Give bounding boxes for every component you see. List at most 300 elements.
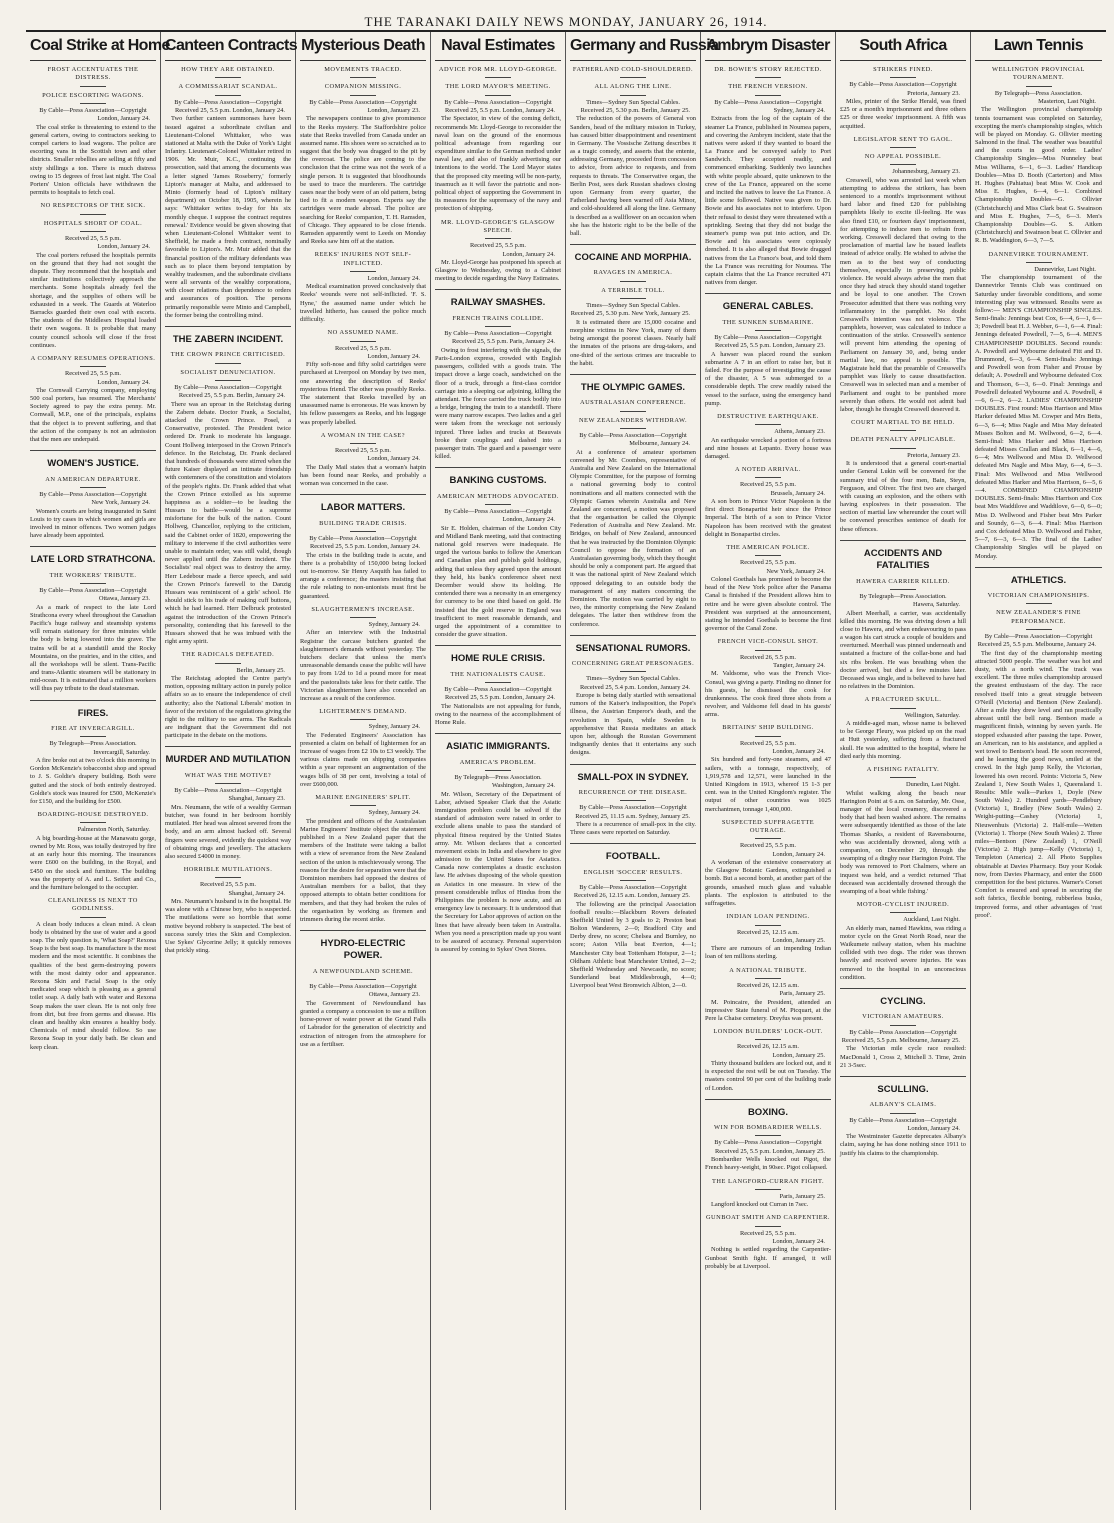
column-headline: Canteen Contracts	[165, 34, 291, 61]
divider	[890, 708, 916, 709]
article	[435, 66, 561, 214]
divider	[215, 95, 241, 96]
article-body: M. Poincaire, the President, attended an impressive State funeral of M. Picquart, at the Pere la Chaise cemetery. Dreyfus was present.	[705, 998, 831, 1022]
article-body: As a mark of respect to the late Lord Strathcona every wheel throughout the Canadian Pacific's huge railway and steamship systems will remain stationary for three minutes while the body is being lowered into the grave. The trains will be at a standstill amid the Rocky Mountains, on the prairies, and in the cities, and all the workshops will be silent. Trans-Pacific and trans-Atlantic steamers will be stationary in mid-ocean. It is estimated that a million workers will thus pay tribute to the dead statesman.	[30, 603, 156, 693]
section-divider	[30, 546, 156, 547]
subheading: FRENCH TRAINS COLLIDE.	[452, 314, 544, 322]
divider	[755, 424, 781, 425]
article-body: There are rumours of an impending Indian loan of ten millions sterling.	[705, 945, 831, 961]
subheading: ALL ALONG THE LINE.	[594, 83, 672, 91]
article	[840, 419, 966, 534]
byline: By Cable—Press Association—Copyright	[579, 883, 687, 891]
article	[705, 544, 831, 633]
divider	[1026, 629, 1052, 630]
subheading: THE FRENCH VERSION.	[728, 83, 808, 91]
article-body: Fifty soft-nose and fifty solid cartridges were purchased at Liverpool on Monday by two men, one answering the description of Reeks' mysterious friend. The other was possibly Reeks. The statement that Reeks travelled by an unassumed name is erroneous. He was known by his fellow passengers as Reeks, and his luggage was properly labelled.	[300, 361, 426, 426]
dateline: Sydney, January 24.	[773, 106, 825, 114]
article	[570, 851, 696, 990]
divider	[755, 736, 781, 737]
byline: By Cable—Press Association—Copyright	[39, 586, 147, 594]
subheading: A NOTED ARRIVAL.	[735, 466, 801, 474]
byline: Received 25, 5.5 p.m.	[740, 1229, 796, 1237]
divider	[755, 330, 781, 331]
divider	[755, 77, 781, 78]
dateline: London, January 23.	[367, 106, 420, 114]
section-heading: RAILWAY SMASHES.	[450, 297, 546, 309]
divider	[80, 231, 106, 232]
subheading: A FISHING FATALITY.	[866, 765, 940, 773]
dateline: London, January 24.	[367, 352, 420, 360]
article	[570, 382, 696, 629]
byline: By Cable—Press Association—Copyright	[444, 330, 552, 338]
article	[435, 219, 561, 284]
article	[165, 334, 291, 646]
article-body: The Daily Mail states that a woman's hatpin has been found near Reeks, and probably a woman was concerned in the case.	[300, 463, 426, 488]
section-heading: BANKING CUSTOMS.	[449, 475, 547, 487]
column	[296, 32, 431, 1510]
subheading: AMERICAN METHODS ADVOCATED.	[437, 492, 559, 500]
subheading: RECURRENCE OF THE DISEASE.	[578, 788, 688, 796]
divider	[890, 777, 916, 778]
divider	[755, 1039, 781, 1040]
section-divider	[300, 494, 426, 495]
byline: Received 26, 12.15 a.m.	[737, 981, 799, 989]
dateline: Dannevirke, Last Night.	[1034, 265, 1096, 273]
article-body: The president and officers of the Australasian Marine Engineers' Institute object the statement published in a New Zealand paper that the members of the Institute were taking a ballot with a view of severance from the New Zealand section of the union is mischievously wrong. The reasons for the desire for separation were that the Dominion members had opposed the desires of Australian members for a ballot, that they opposed attempts to obtain better conditions for members, and that they had broken the rules of the organisation by working as firemen and trimmers during the recent strike.	[300, 817, 426, 923]
subheading: DR. BOWIE'S STORY REJECTED.	[714, 66, 822, 73]
subheading: THE RADICALS DEFEATED.	[181, 651, 275, 659]
divider	[890, 448, 916, 449]
section-divider	[570, 843, 696, 844]
dateline: Pretoria, January 23.	[907, 89, 960, 97]
section-divider	[705, 1099, 831, 1100]
dateline: London, January 24.	[367, 455, 420, 463]
byline: Received 26, 12.15 a.m.	[737, 1043, 799, 1051]
dateline: London, January 24.	[502, 516, 555, 524]
article-body: At a conference of amateur sportsmen convened by Mr. Coombes, representative of Australia and New Zealand on the International Olympic Committee, for the purpose of forming a national governing body to control nominations and all matters connected with the Olympic Games wherein Australia and New Zealand are concerned, a motion was proposed that the organisation be called the Olympic Federation of Australia and New Zealand. Mr. Bridges, on behalf of New Zealand, announced that he was instructed by the Dominion Olympic Council to oppose the formation of an Australasian governing body, which they thought should be only a component part. He argued that it was the national spirit of New Zealand which opposed delegating to an outside body the management of any matters concerning the Dominion. The motion was carried by eight to two, the minority comprising the New Zealand delegates. The latter then withdrew from the conference.	[570, 448, 696, 628]
byline: Received 25, 5.5 p.m.	[740, 559, 796, 567]
section-divider	[570, 244, 696, 245]
article-body: M. Valdsome, who was the French Vice-Consul, was giving a party. Finding no dinner for his guests, he dismissed the cook for drunkenness. The cook fired three shots from a revolver, and Valdsome fell dead in his guests' arms.	[705, 670, 831, 719]
subheading: NO RESPECTORS OF THE SICK.	[40, 202, 146, 210]
article-body: Langford knocked out Curran in 7sec.	[711, 1201, 809, 1209]
section-heading: FOOTBALL.	[605, 851, 661, 863]
subheading: A COMMISSARIAT SCANDAL.	[178, 83, 278, 91]
divider	[80, 917, 106, 918]
article	[705, 466, 831, 539]
section-divider	[570, 635, 696, 636]
section-heading: COCAINE AND MORPHIA.	[574, 252, 692, 264]
dateline: Received 25, 5.5 p.m. Berlin, January 24.	[178, 392, 285, 400]
dateline: Palmerston North, Saturday.	[77, 826, 150, 834]
subheading: GUNBOAT SMITH AND CARPENTIER.	[705, 1214, 831, 1222]
section-divider	[705, 293, 831, 294]
byline: By Cable—Press Association—Copyright	[579, 431, 687, 439]
article	[705, 819, 831, 908]
divider	[350, 719, 376, 720]
divider	[620, 671, 646, 672]
column	[701, 32, 836, 1510]
article-body: After an interview with the Industrial Registrar the carcase butchers granted the slaughtermen's demands without yesterday. The butchers declare that unless the men's unreasonable demands cease the public will have to pay from 1/2d to 1d a pound more for meat and the pastoralists take less for their cattle. The Victorian slaughtermen have also conceded an increase as a result of the conference.	[300, 629, 426, 702]
dateline: Received 25, 5.5 p.m. London, January 23.	[714, 342, 825, 350]
section-heading: WOMEN'S JUSTICE.	[47, 458, 139, 470]
byline: Times—Sydney Sun Special Cables.	[586, 98, 680, 106]
section-divider	[30, 450, 156, 451]
article	[840, 901, 966, 982]
divider	[80, 86, 106, 87]
dateline: New York, January 24.	[91, 499, 150, 507]
dateline: Received 25, 5.5 p.m. London, January 24.	[309, 543, 420, 551]
dateline: Shanghai, January 24.	[228, 889, 285, 897]
article	[165, 651, 291, 740]
subheading: BUILDING TRADE CRISIS.	[319, 519, 407, 527]
subheading: SOCIALIST DENUNCIATION.	[180, 368, 276, 376]
article	[30, 708, 156, 806]
dateline: Athens, January 23.	[774, 428, 825, 436]
section-heading: THE OLYMPIC GAMES.	[580, 381, 686, 393]
dateline: Wellington, Saturday.	[904, 711, 960, 719]
article-body: Sir E. Holden, chairman of the London City and Midland Bank meeting, said that contracting national gold reserves were inadequate. He urged the various banks to follow the American and Canadian plan and publish gold holdings, adding that unless they agreed upon the amount they held, his bank's conference sheet next December would show its holding. He contended there was a necessity in an emergency for currency to be one third based on gold. He insisted that the gold reserve in England was insufficient to meet reasonable demands, and urged the appointment of a committee to consider the grave situation.	[435, 524, 561, 639]
article-body: Bombardier Wells knocked out Pigot, the French heavy-weight, in 90sec. Pigot collapsed.	[705, 1156, 831, 1172]
subheading: ENGLISH 'SOCCER' RESULTS.	[583, 868, 683, 876]
byline: Times—Sydney Sun Special Cables.	[586, 675, 680, 683]
article-body: Mr. Lloyd-George has postponed his speech at Glasgow to Wednesday, owing to a Cabinet meeting to decide regarding the Navy Estimates.	[435, 258, 561, 283]
article	[705, 301, 831, 408]
dateline: Masterton, Last Night.	[1038, 97, 1096, 105]
divider	[890, 589, 916, 590]
divider	[755, 1226, 781, 1227]
subheading: COURT MARTIAL TO BE HELD.	[851, 419, 955, 427]
subheading: CLEANLINESS IS NEXT TO GODLINESS.	[48, 897, 138, 913]
subheading: CONCERNING GREAT PERSONAGES.	[571, 660, 695, 668]
dateline: London, January 24.	[367, 274, 420, 282]
byline: By Cable—Press Association—Copyright	[849, 1028, 957, 1036]
dateline: Received 25, 5.30 p.m. Berlin, January 25.	[580, 106, 690, 114]
section-divider	[435, 645, 561, 646]
divider	[350, 77, 376, 78]
article	[840, 136, 966, 414]
divider	[1026, 86, 1052, 87]
dateline: Received 25, 5.5 p.m. London, January 24.	[174, 106, 285, 114]
article	[840, 996, 966, 1070]
article	[300, 251, 426, 324]
divider	[620, 77, 646, 78]
section-divider	[435, 733, 561, 734]
divider	[215, 877, 241, 878]
column-headline: Coal Strike at Home	[30, 34, 156, 61]
dateline: Washington, January 24.	[491, 782, 555, 790]
dateline: Received 25, 5.5 p.m. London, January 24.	[444, 106, 555, 114]
section-heading: ATHLETICS.	[1010, 574, 1067, 586]
subheading: FRENCH VICE-CONSUL SHOT.	[717, 638, 819, 646]
subheading: FROST ACCENTUATES THE DISTRESS.	[47, 66, 139, 82]
byline: By Telegraph—Press Association.	[454, 773, 542, 781]
byline: By Telegraph—Press Association.	[994, 89, 1083, 97]
article-body: The first day of the championship meeting attracted 5000 people. The weather was hot and dusty, with a north wind. The track was excellent. The three miles championship aroused the greatest enthusiasm of the day. The race resolved itself into a great struggle between O'Neill (Victoria) and Bentson (New Zealand). After a mile they drew level and ran practically abreast until the bell rang. Bentson made a magnificent finish, winning by seven yards. He stopped exhausted after passing the tape. Power, an American, ran to his assistance, and applied a wet towel to Bentson's head. He soon recovered, and he learning the good news, smiled at the crowd. In the high jump Kelly, the Victorian, lowered his own record. Points: Victoria 5, New Zealand 1, New South Wales 1, Queensland 1. Results: Mile walk—Parkes 1, Doyle (New South Wales) 2. Hundred yards—Pendlebury (Victoria) 1, Bradley (New South Wales) 2. Weight-putting—Cashey (Victoria) 1, Nieuwenhuis (Victoria) 2. Half-mile—Wetten (Victoria) 1. Thorpe (New South Wales) 2. Three miles—Bentson (New Zealand) 1, O'Neill (Victoria) 2. High jump—Kelly (Victoria) 1, Templeton (America) 2. All Photo Supplies obtainable at Davies Pharmacy. Buy your Kodak now, from Davies Pharmacy, and enter the £600 competition for the best pictures. Warner's Corset Comfort is ensured and spread in securing the soft fabrics, flexible boning, rubberless busks, improved forms, and other advantages of 'rust proof'.	[975, 649, 1102, 919]
dateline: Received 25, 11.15 a.m. Sydney, January 25.	[575, 812, 690, 820]
dateline: Brussels, January 24.	[770, 489, 825, 497]
byline: Received 25, 5.5 p.m.	[335, 344, 391, 352]
article	[705, 413, 831, 461]
dateline: Paris, January 25.	[779, 1192, 825, 1200]
article-body: The Cornwall Carrying company, employing 500 coal porters, has resumed. The Merchants' Society agreed to pay the extra penny. Mr. Cornwall, M.P., one of the principals, explains that the object is to prevent suffering, and that the action of the company is not an admission that the men are underpaid.	[30, 386, 156, 443]
dateline: Melbourne, January 24.	[629, 440, 690, 448]
byline: By Cable—Press Association—Copyright	[984, 633, 1093, 641]
section-divider	[840, 540, 966, 541]
divider	[755, 978, 781, 979]
dateline: Hawera, Saturday.	[913, 601, 960, 609]
article	[300, 329, 426, 426]
divider	[755, 95, 781, 96]
article	[840, 1084, 966, 1158]
article-body: The Westminster Gazette deprecates Albany's claim, saying he has done nothing since 1911 to justify his claims to the championship.	[840, 1133, 966, 1157]
divider	[1026, 262, 1052, 263]
divider	[215, 783, 241, 784]
article-body: It is estimated there are 15,000 cocaine and morphine victims in New York, many of them being amongst the poorest classes. Nearly half the inmates of the prisons are drug-takers, and one-third of the serious crimes are traceable to the habit.	[570, 318, 696, 367]
subheading: ADVICE FOR MR. LLOYD-GEORGE.	[438, 66, 558, 73]
byline: By Cable—Press Association—Copyright	[714, 1139, 822, 1147]
article	[705, 724, 831, 813]
column-headline: Mysterious Death	[300, 34, 426, 61]
article	[705, 967, 831, 1024]
article	[975, 575, 1102, 920]
divider	[350, 979, 376, 980]
columns	[26, 32, 1106, 1510]
divider	[755, 650, 781, 651]
divider	[620, 298, 646, 299]
article-body: There is a recurrence of small-pox in the city. Three cases were reported on Saturday.	[570, 820, 696, 837]
divider	[485, 326, 511, 327]
divider	[485, 77, 511, 78]
article	[300, 502, 426, 600]
divider	[485, 682, 511, 683]
section-heading: ACCIDENTS AND FATALITIES	[863, 547, 943, 572]
subheading: NEW ZEALANDER'S FINE PERFORMANCE.	[996, 609, 1081, 625]
column	[26, 32, 170, 1510]
article	[570, 66, 696, 238]
column	[431, 32, 566, 1510]
divider	[755, 1135, 781, 1136]
article	[435, 653, 561, 727]
article-body: Owing to frost interfering with the signals, the Paris-London express, crowded with English passengers, collided with a goods train. The impact drove a large coach, sandwiched on the floor of a truck, through a first-class corridor carriage into a sleeping car adjoining, killing the attendant. The force carried the truck bodily into a bridge, bringing the train to a standstill. There were many narrow escapes. Two ladies and a girl were taken from the wreckage not seriously injured. Three ladies and trucks at Beauvais broke their couplings and dashed into a passenger train. The guard and a passenger were killed.	[435, 346, 561, 461]
byline: Received 25, 5.5 p.m.	[65, 370, 121, 378]
column	[161, 32, 296, 1510]
divider	[890, 147, 916, 148]
article-body: The Victorian mile cycle race resulted: MacDonald 1, Cross 2, Mitchell 3. Time, 2min 21 3-5sec.	[840, 1045, 966, 1069]
article	[975, 66, 1102, 246]
byline: By Cable—Press Association—Copyright	[444, 98, 552, 106]
dateline: Ottawa, January 23.	[98, 595, 150, 603]
subheading: REEKS' INJURIES NOT SELF-INFLICTED.	[314, 251, 412, 267]
article-body: The Federated Engineers' Association has presented a claim on behalf of lightermen for an increase of wages from £2 10s to £3 weekly. The various claims made on shipping companies within a year represent an augmentation of the wages bills of 38 per cent, involving a total of over £600,000.	[300, 731, 426, 788]
divider	[350, 805, 376, 806]
byline: Received 25, 5.5 p.m.	[335, 447, 391, 455]
article	[30, 202, 156, 350]
article	[300, 938, 426, 1049]
subheading: THE SUNKEN SUBMARINE.	[722, 318, 814, 326]
subheading: THE CROWN PRINCE CRITICISED.	[170, 351, 286, 359]
dateline: Pretoria, January 23.	[907, 451, 960, 459]
subheading: LEGISLATOR SENT TO GAOL.	[853, 135, 953, 143]
article	[975, 251, 1102, 561]
article-body: The newspapers continue to give prominence to the Reeks mystery. The Staffordshire police state that Reeks travelled from Canada under an assumed name. His shoes were so scratched as to suggest that the body was dragged to the pit by the overcoat. The police are coming to the conclusion that the crime was not the work of a single person. It is suggested that bloodhounds be used to trace the murderers. The cartridge cases near the body were of an old pattern, being tied to fit a modern weapon. Experts say the cartridges were made abroad. The police are searching for Reeks' companion, T. H. Ramsden, of Chicago. They appeared to be close friends. Ramsden apparently went to Leeds on Monday and Reeks saw him off at the station.	[300, 115, 426, 246]
divider	[350, 271, 376, 272]
masthead: THE TARANAKI DAILY NEWS MONDAY, JANUARY 26, 1914.	[26, 14, 1106, 32]
article	[840, 696, 966, 761]
divider	[620, 411, 646, 412]
article	[705, 1214, 831, 1271]
article	[705, 1028, 831, 1093]
article-body: Whilst walking along the beach near Harington Point at 6 a.m. on Saturday, Mr. Osse, manager of the local creamery, discovered a body that had been washed ashore. The remains were subsequently identified as those of the late Thomas Shanks, a resident of Ravensbourne, who was accidentally drowned, along with a companion, on December 29, through the swamping of a dinghy near Harington Point. The body was removed to Port Chalmers, where an inquest was held, and a verdict returned 'That deceased was accidentally drowned through the swamping of a boat while fishing.'	[840, 789, 966, 895]
section-heading: CYCLING.	[880, 996, 926, 1008]
divider	[890, 77, 916, 78]
dateline: New York, January 24.	[766, 567, 825, 575]
subheading: HORRIBLE MUTILATIONS.	[183, 866, 273, 874]
subheading: A COMPANY RESUMES OPERATIONS.	[30, 354, 156, 362]
divider	[350, 341, 376, 342]
subheading: VICTORIAN AMATEURS.	[862, 1013, 944, 1021]
article-body: The championship tournament of the Dannevirke Tennis Club was continued on Saturday under favorable conditions, and some interesting play was witnessed. Results were as follow:— MEN'S CHAMPIONSHIP SINGLES. Semi-finals: Jennings beat Cox, 6—4, 6—1, 6—3; Powdrell beat H. J. Webber, 6—1, 6—4. Final: Jennings defeated Powdrell, 7—5, 6—4. MEN'S CHAMPIONSHIP DOUBLES. Second rounds: A. Powdrell and Wybourne defeated Fitt and D. Drummond, 6—3, 6—4. Semi-finals: Jennings and Powdrell won from Fisher and Prouse by default; A. Powdrell and Wybourne defeated Cox and Thomson, 6—3, 6—0. Final: Jennings and Powdrell defeated Wybourne and A. Powdrell, 4—6, 6—2, 6—2. LADIES' CHAMPIONSHIP DOUBLES. First round: Miss Harrison and Miss Harker defeated Miss M. Cowper and Mrs Betts, 6—3, 6—4; Miss Nagle and Miss May defeated Misses Bolton and M. Wellwood, 6—2, 6—4. Semi-final: Miss Harker and Miss Harrison defeated Misses Crallan and Black, 6—1, 4—6, 6—4; Mrs Wellwood and Miss D. Wellwood defeated Mrs Nagle and Miss May, 6—4, 6—3. Final: Mrs Wellwood and Miss Wellwood defeated Miss Harker and Miss Harrison, 6—5, 6—4. COMBINED CHAMPIONSHIP DOUBLES. Semi-finals: Miss Harrison and Cox beat Mrs Waddilove and Waddilove, 6—0, 6—0; Miss D. Wellwood and Fisher beat Mrs Parker and Soundy, 6—3, 6—4. Final: Miss Harrison and Cox defeated Miss D. Wellwood and Fisher, 5—7, 6—3, 6—3. The final of the Ladies' Championship Singles will be played on Monday.	[975, 274, 1102, 560]
section-divider	[30, 700, 156, 701]
article-body: The coal porters refused the hospitals permits on the ground that they had not sought the dispute. They recommend that the hospitals and similar institutions collectively approach the merchants. Some hospitals already feel the shortage, and the supplies of others will be exhausted in a week. The Guards at Waterloo Barracks guarded their own coal with escorts. The students of the Middlesex Hospital loaded their own wagons. It is probable that many county council schools will close if the frost continues.	[30, 251, 156, 349]
divider	[80, 487, 106, 488]
article	[435, 741, 561, 954]
divider	[80, 583, 106, 584]
divider	[350, 617, 376, 618]
dateline: Paris, January 25.	[779, 990, 825, 998]
article-body: There was an uproar in the Reichstag during the Zabern debate. Doctor Frank, a Socialist, attacked the Crown Prince. Posel, a Conservative, protested. The President twice ordered Dr. Frank to moderate his language. Count Hollweg interposed in the Crown Prince's defence. In the Reichstag, Dr. Frank declared that hundreds of thousands were stirred when the future Kaiser displayed an intimate friendship with contemners of the constitution and violators of the people's rights. Dr. Frank added that what the Crown Prince extolled as his supreme happiness as a soldier—to be leading the Hussars to battle—would be a supreme misfortune for the bulk of the nation. Count Hollweg, Chancellor, replying to the criticism, said the Cabinet order of 1820, empowering the military to intervene if the civil authorities were unable to maintain order, was still valid, though never applied until the Zabern incident. The Socialists' real object was to destroy the army. Herr Ledebour made a fierce speech, and said the Crown Prince's farewell to the Danzig Hussars was reminiscent of a girls' school. He should stick to his trade of making cuff buttons, which he had learned. Herr Delbruck protested against the introduction of the Crown Prince's personality, contending that his farewell to the Hussars showed that he was imbued with the right army spirit.	[165, 400, 291, 646]
section-heading: THE ZABERN INCIDENT.	[172, 334, 284, 345]
subheading: WIN FOR BOMBARDIER WELLS.	[714, 1124, 822, 1132]
divider	[620, 281, 646, 282]
divider	[80, 214, 106, 215]
byline: By Cable—Press Association—Copyright	[174, 98, 282, 106]
section-heading: GENERAL CABLES.	[722, 301, 814, 313]
section-heading: BOXING.	[747, 1106, 789, 1118]
dateline: London, January 24.	[772, 748, 825, 756]
article-body: Medical examination proved conclusively that Reeks' wounds were not self-inflicted. 'F. S. Hyne,' the assumed name under which he travelled hitherto, has caused the police much difficulty.	[300, 283, 426, 324]
subheading: MARINE ENGINEERS' SPLIT.	[315, 794, 411, 802]
divider	[890, 430, 916, 431]
article	[300, 708, 426, 789]
newspaper-page	[26, 14, 1106, 1514]
divider	[80, 366, 106, 367]
divider	[755, 925, 781, 926]
subheading: A WOMAN IN THE CASE?	[320, 431, 406, 439]
byline: By Cable—Press Association—Copyright	[714, 333, 822, 341]
article	[705, 66, 831, 287]
article-body: It is understood that a general court-martial under General Lukin will be convened for the summary trial of the four men, Bain, Steyn, Ferguson, and Oliver. The first two are charged with causing an explosion, and the others with having explosives in their possession. The section of martial law whereunder the court will be convened prescribes sentence of death for these offences.	[840, 460, 966, 533]
dateline: Received 25, 5.5 p.m. Melbourne, January 24.	[977, 641, 1096, 649]
section-heading: FIRES.	[77, 707, 109, 719]
divider	[1026, 603, 1052, 604]
article-body: A big boarding-house at the Manawatu gorge, owned by Mr. Ross, was totally destroyed by fire at an early hour this morning. The insurances were £600 on the building, in the Royal, and £450 on the stock and furniture. The building was the property of A. and L. Seifert and Co., and the furniture belonged to the occupier.	[30, 834, 156, 891]
article-body: Two further canteen summonses have been issued against a subordinate civilian and Lieutenant-Colonel Whittaker, who was stationed at Malta with the Duke of York's Light Infantry. Lieutenant-Colonel Whittaker retired in 1906. Mr. Muir, K.C., continuing the prosecution, said that among the documents was a letter signed 'James Roseberry,' formerly Lipton's manager at Malta, and addressed to Minto (formerly head of Lipton's military department) on October 18, 1905, wherein he says: 'Whittaker writes to-day for his six monthly cheque. I suppose the contract requires renewal.' Evidence would be given showing that when Lieutenant-Colonel Whittaker went to Sheffield, he made a fresh contract, nominally favorable to Lipton's. Mr. Muir added that the financial position of the military defendants was such as to place them beyond temptation by wealthy tradesmen, and the subordinate civilians were all servants of the wealthy corporations, with closer relations than dependence to orders and assurances of position. The persons primarily responsible were Minto and Campbell, the former being the controlling mind.	[165, 115, 291, 319]
subheading: THE WORKERS' TRIBUTE.	[49, 571, 137, 579]
byline: Received 25, 5.5 p.m.	[200, 881, 256, 889]
subheading: A TERRIBLE TOLL.	[601, 286, 665, 294]
section-divider	[300, 930, 426, 931]
section-divider	[975, 567, 1102, 568]
article	[435, 297, 561, 461]
section-heading: HYDRO-ELECTRIC POWER.	[320, 938, 406, 962]
byline: By Cable—Press Association—Copyright	[309, 983, 417, 991]
article	[30, 554, 156, 693]
article-body: An elderly man, named Hawkins, was riding a motor cycle on the Great North Road, near the Waikumete railway station, when his machine collided with two dogs. The rider was thrown heavily and received severe injuries. He was removed to the hospital in an unconscious condition.	[840, 924, 966, 981]
section-heading: SMALL-POX IN SYDNEY.	[577, 771, 689, 783]
article	[570, 643, 696, 758]
section-divider	[840, 1076, 966, 1077]
article-body: Extracts from the log of the captain of the steamer La France, published in Noumea papers, and covering the Ambrym incident, state that the natives were asked if they wanted to board the La France and be conveyed safely to Port Sandwich. They accepted readily, and commenced embarking. Suddenly two launches with white people aboard, quite unknown to the crew of the La France, appeared on the scene and incited the natives to leave the La France. A little scene followed. Native was given to Dr. Bowie and his associates not to interfere. Upon their refusal to desist they were threatened with a sprinkling. Seeing that they did not budge the steamer's pump was put into action, and Dr. Bowie and his associates were copiously drenched. It is also alleged that Bowie dragged natives from the La France's boat, and told them the La France was recruiting for Noumea. The captain claims that the La France recruited 471 natives from danger.	[705, 115, 831, 287]
divider	[350, 531, 376, 532]
divider	[350, 95, 376, 96]
byline: Received 25, 12.15 a.m.	[737, 928, 799, 936]
dateline: Received 25, 5.5 p.m. London, January 25.	[714, 1147, 825, 1155]
byline: Received 25, 5.5 p.m.	[740, 739, 796, 747]
article-body: Thirty thousand builders are locked out, and it is expected the rest will be out on Tuesday. The masters control 90 per cent of the building trade of London.	[705, 1060, 831, 1092]
article	[840, 66, 966, 131]
divider	[620, 880, 646, 881]
column-headline: Ambrym Disaster	[705, 34, 831, 61]
byline: By Cable—Press Association—Copyright	[309, 98, 417, 106]
article	[570, 252, 696, 368]
article-body: The reduction of the powers of General von Sanders, head of the military mission in Turkey, has caused bitter disappointment and resentment in Germany. The Vossische Zeitung describes it as a tragic comedy, and asserts that the entente, addressing Germany, proceeded from concession to advice, from advice to requests, and from requests to threats. The Conservative organ, the Berlin Post, sees dark Russian shadows closing upon Germany from every quarter, the Fatherland having been warned off Asia Minor, and cold-shouldered all along the line. Germany is described as a wallflower on an occasion when she has the historic right to be the belle of the ball.	[570, 115, 696, 237]
subheading: MOVEMENTS TRACED.	[324, 66, 402, 73]
byline: Times—Sydney Sun Special Cables.	[586, 302, 680, 310]
article-body: Colonel Goethals has promised to become the head of the New York police after the Panama Canal is finished if the President allows him to retire and he were given absolute control. The President was surprised at the announcement, stating he intended Goethals to become the first governor of the Canal Zone.	[705, 576, 831, 633]
dateline: London, January 25.	[772, 1051, 825, 1059]
column	[836, 32, 971, 1510]
byline: Received 25, 5.5 p.m.	[470, 242, 526, 250]
article	[300, 66, 426, 246]
dateline: Received 25, 5.5 p.m. Melbourne, January 25.	[841, 1037, 960, 1045]
section-divider	[840, 988, 966, 989]
dateline: London, January 24.	[907, 1124, 960, 1132]
byline: By Cable—Press Association—Copyright	[849, 1116, 957, 1124]
section-heading: SENSATIONAL RUMORS.	[575, 642, 691, 654]
byline: Received 25, 5.5 p.m.	[740, 481, 796, 489]
subheading: MR. LLOYD-GEORGE'S GLASGOW SPEECH.	[440, 218, 556, 234]
subheading: AMERICA'S PROBLEM.	[459, 758, 537, 766]
byline: By Cable—Press Association—Copyright	[714, 98, 822, 106]
divider	[80, 822, 106, 823]
dateline: Received 25, 5.5 p.m. London, January 24.	[444, 694, 555, 702]
article-body: Albert Meerhall, a carrier, was accidentally killed this morning. He was driving down a hill close to Hawera, and when endeavouring to pass a wagon his cart struck a couple of boulders and overturned. Meerhall was pinned underneath and sustained a fracture of the collar-bone and had six ribs broken. He was breathing when the doctor arrived, but died a few minutes later. Deceased was single, and is believed to have had no relatives in the Dominion.	[840, 609, 966, 691]
divider	[215, 380, 241, 381]
divider	[620, 800, 646, 801]
article-body: A fire broke out at two o'clock this morning in Gordon McKenzie's tobacconist shop and spread to J. S. Goldie's drapery building. Both were gutted and the stock of both entirely destroyed. Goldie's stock was insured for £500, McKenzie's for £150, and the building for £500.	[30, 756, 156, 805]
section-divider	[435, 467, 561, 468]
dateline: Tangier, January 24.	[773, 661, 825, 669]
dateline: Auckland, Last Night.	[903, 916, 960, 924]
subheading: HOSPITALS SHORT OF COAL.	[43, 219, 143, 227]
section-heading: MURDER AND MUTILATION	[165, 754, 291, 766]
byline: By Cable—Press Association—Copyright	[174, 787, 282, 795]
subheading: SUSPECTED SUFFRAGETTE OUTRAGE.	[721, 818, 815, 835]
article	[705, 1107, 831, 1173]
article-body: An earthquake wrecked a portion of a fortress and nine houses at Lepanto. Every house was damaged.	[705, 436, 831, 460]
byline: By Cable—Press Association—Copyright	[579, 804, 687, 812]
article	[840, 766, 966, 896]
byline: By Cable—Press Association—Copyright	[849, 81, 957, 89]
divider	[755, 555, 781, 556]
article	[300, 794, 426, 924]
subheading: COMPANION MISSING.	[324, 83, 402, 91]
subheading: AN AMERICAN DEPARTURE.	[45, 475, 141, 483]
byline: Received 25, 5.5 p.m.	[740, 842, 796, 850]
divider	[755, 838, 781, 839]
byline: By Cable—Press Association—Copyright	[444, 508, 552, 516]
